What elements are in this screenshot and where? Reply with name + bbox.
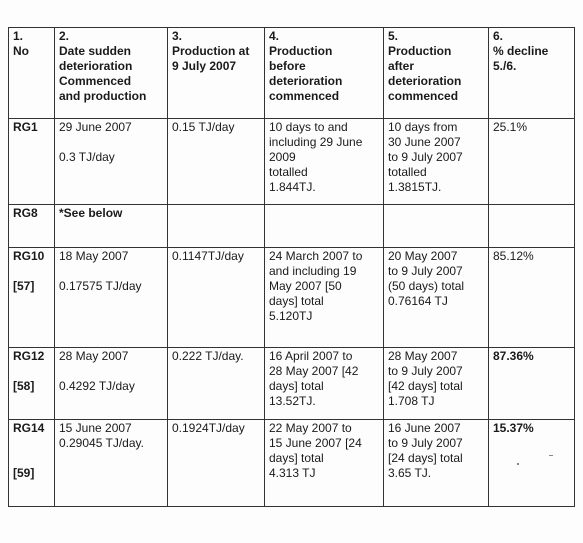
row-no-cell: RG10 [57] [9, 248, 55, 348]
row-before-cell: 16 April 2007 to 28 May 2007 [42 days] total 13.52TJ. [265, 348, 384, 420]
table-row [9, 119, 575, 205]
header-cell-no: 1. No [9, 28, 55, 119]
row-no-cell: RG12 [58] [9, 348, 55, 420]
row-no-cell: RG1 [9, 119, 55, 205]
row-date-cell: 29 June 2007 0.3 TJ/day [55, 119, 168, 205]
row-decline-cell: 25.1% [489, 119, 575, 205]
header-cell-date: 2. Date sudden deterioration Commenced and production [55, 28, 168, 119]
header-cell-before: 4. Production before deterioration commenced [265, 28, 384, 119]
row-before-cell: 22 May 2007 to 15 June 2007 [24 days] total 4.313 TJ [265, 420, 384, 507]
row-date-cell: 28 May 2007 0.4292 TJ/day [55, 348, 168, 420]
row-production-july-cell: 0.222 TJ/day. [168, 348, 265, 420]
header-row [9, 28, 575, 119]
row-no-cell: RG8 [9, 205, 55, 248]
row-after-cell: 10 days from 30 June 2007 to 9 July 2007 totalled 1.3815TJ. [384, 119, 489, 205]
scan-speck [549, 455, 553, 456]
row-after-cell: 16 June 2007 to 9 July 2007 [24 days] total 3.65 TJ. [384, 420, 489, 507]
row-no-cell: RG14 [59] [9, 420, 55, 507]
row-after-cell [384, 205, 489, 248]
row-date-cell: 18 May 2007 0.17575 TJ/day [55, 248, 168, 348]
row-decline-cell: 15.37% [489, 420, 575, 507]
production-decline-table [8, 27, 575, 507]
row-production-july-cell: 0.1147TJ/day [168, 248, 265, 348]
row-before-cell: 10 days to and including 29 June 2009 totalled 1.844TJ. [265, 119, 384, 205]
row-date-cell: *See below [55, 205, 168, 248]
header-cell-after: 5. Production after deterioration commenced [384, 28, 489, 119]
row-date-cell: 15 June 2007 0.29045 TJ/day. [55, 420, 168, 507]
table-row [9, 248, 575, 348]
table-row [9, 348, 575, 420]
row-after-cell: 20 May 2007 to 9 July 2007 (50 days) total 0.76164 TJ [384, 248, 489, 348]
row-before-cell [265, 205, 384, 248]
header-cell-decline: 6. % decline 5./6. [489, 28, 575, 119]
row-production-july-cell: 0.15 TJ/day [168, 119, 265, 205]
row-after-cell: 28 May 2007 to 9 July 2007 [42 days] total 1.708 TJ [384, 348, 489, 420]
table-row [9, 420, 575, 507]
row-production-july-cell [168, 205, 265, 248]
row-production-july-cell: 0.1924TJ/day [168, 420, 265, 507]
row-before-cell: 24 March 2007 to and including 19 May 2007 [50 days] total 5.120TJ [265, 248, 384, 348]
table-row [9, 205, 575, 248]
scan-speck [517, 463, 519, 465]
row-decline-cell [489, 205, 575, 248]
row-decline-cell: 87.36% [489, 348, 575, 420]
row-decline-cell: 85.12% [489, 248, 575, 348]
header-cell-production-july: 3. Production at 9 July 2007 [168, 28, 265, 119]
